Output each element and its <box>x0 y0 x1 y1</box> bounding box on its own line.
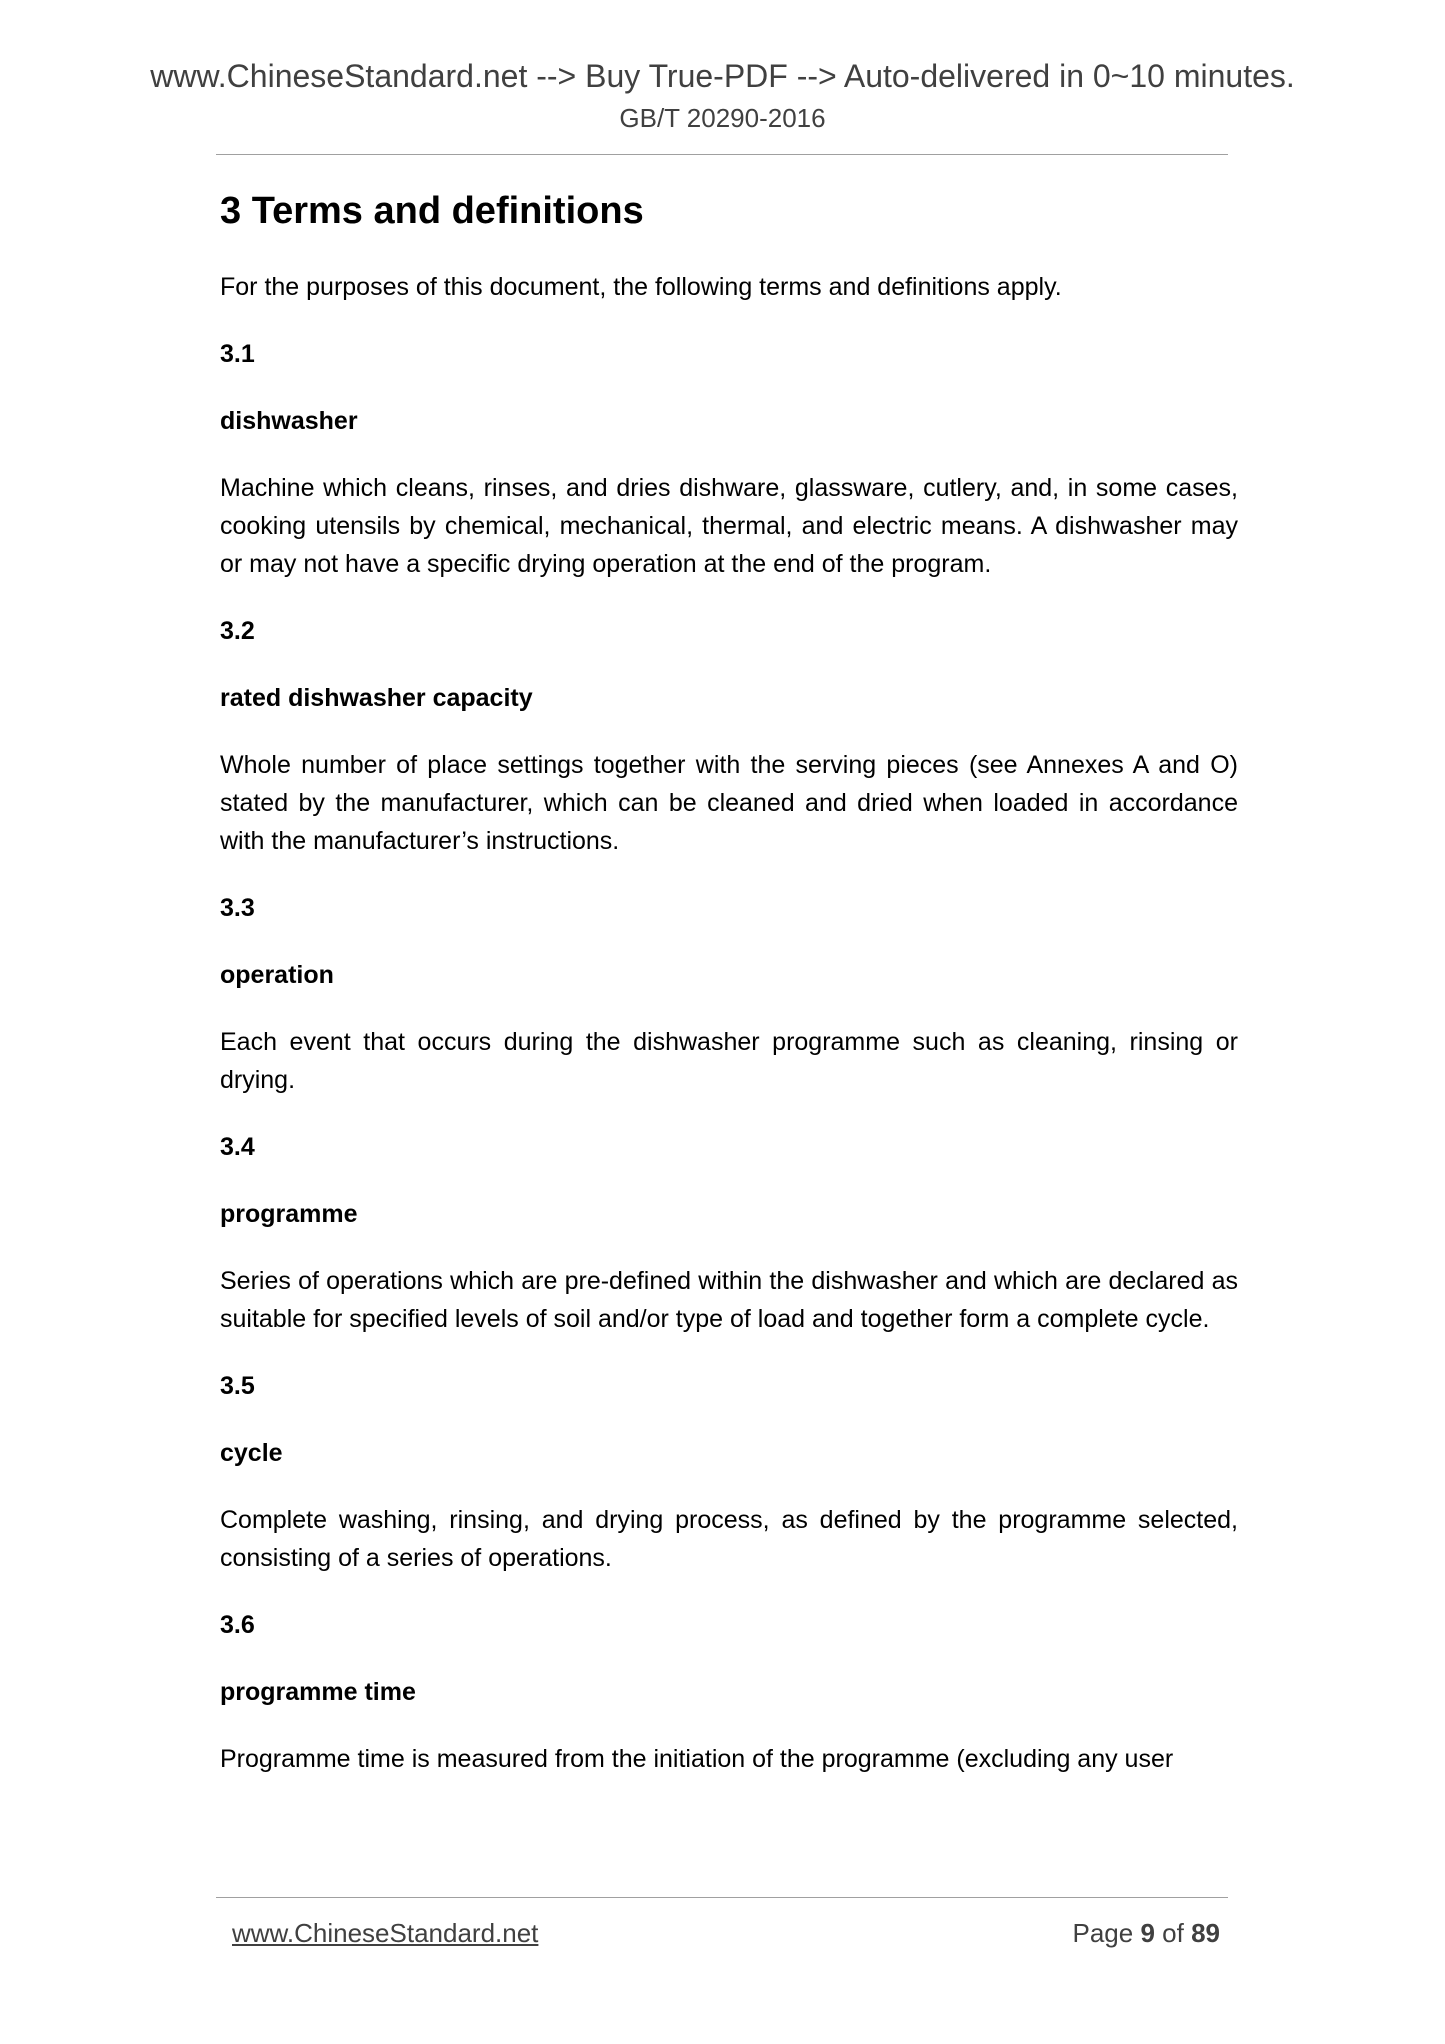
term-number: 3.3 <box>220 894 255 922</box>
page-current: 9 <box>1140 1918 1155 1948</box>
page-total: 89 <box>1191 1918 1220 1948</box>
term-number: 3.6 <box>220 1611 255 1639</box>
term-definition: Programme time is measured from the initiation of the programme (excluding any user <box>220 1745 1174 1773</box>
term-definition: Each event that occurs during the dishwasher programme such as cleaning, rinsing or drying. <box>220 1028 1238 1094</box>
header-divider <box>216 154 1228 155</box>
standard-number: GB/T 20290-2016 <box>619 103 826 133</box>
term-number: 3.2 <box>220 617 255 645</box>
footer-divider <box>216 1897 1228 1898</box>
term-entry <box>220 335 1238 583</box>
page-of-label: of <box>1162 1918 1184 1948</box>
term-entry <box>220 1367 1238 1577</box>
term-entry <box>220 1128 1238 1338</box>
section-heading: 3 Terms and definitions <box>220 190 644 232</box>
term-name: programme <box>220 1200 358 1228</box>
term-name: cycle <box>220 1439 283 1467</box>
page-indicator <box>1072 1916 1220 1950</box>
term-entry <box>220 889 1238 1099</box>
term-name: rated dishwasher capacity <box>220 684 533 712</box>
section-intro: For the purposes of this document, the following terms and definitions apply. <box>220 273 1062 301</box>
term-name: programme time <box>220 1678 416 1706</box>
term-definition: Whole number of place settings together with the serving pieces (see Annexes A and O) stated by the manufacturer, which can be cleaned and dried when loaded in accordance with the manufacturer’s instructions. <box>220 751 1238 855</box>
term-definition: Series of operations which are pre-defined within the dishwasher and which are declared as suitable for specified levels of soil and/or type of load and together form a complete cycle. <box>220 1267 1238 1333</box>
document-body <box>220 186 1238 1807</box>
term-name: dishwasher <box>220 407 358 435</box>
term-number: 3.4 <box>220 1133 255 1161</box>
term-definition: Complete washing, rinsing, and drying process, as defined by the programme selected, consisting of a series of operations. <box>220 1506 1238 1572</box>
footer-website-link[interactable]: www.ChineseStandard.net <box>232 1918 539 1948</box>
term-number: 3.5 <box>220 1372 255 1400</box>
page-label: Page <box>1072 1918 1134 1948</box>
term-number: 3.1 <box>220 340 255 368</box>
header-banner: www.ChineseStandard.net --> Buy True-PDF --> Auto-delivered in 0~10 minutes. <box>150 58 1295 94</box>
term-entry <box>220 1606 1238 1778</box>
term-definition: Machine which cleans, rinses, and dries dishware, glassware, cutlery, and, in some cases, cooking utensils by chemical, mechanical, thermal, and electric means. A dishwasher may or may not have a specific drying operation at the end of the program. <box>220 474 1238 578</box>
term-name: operation <box>220 961 334 989</box>
term-entry <box>220 612 1238 860</box>
